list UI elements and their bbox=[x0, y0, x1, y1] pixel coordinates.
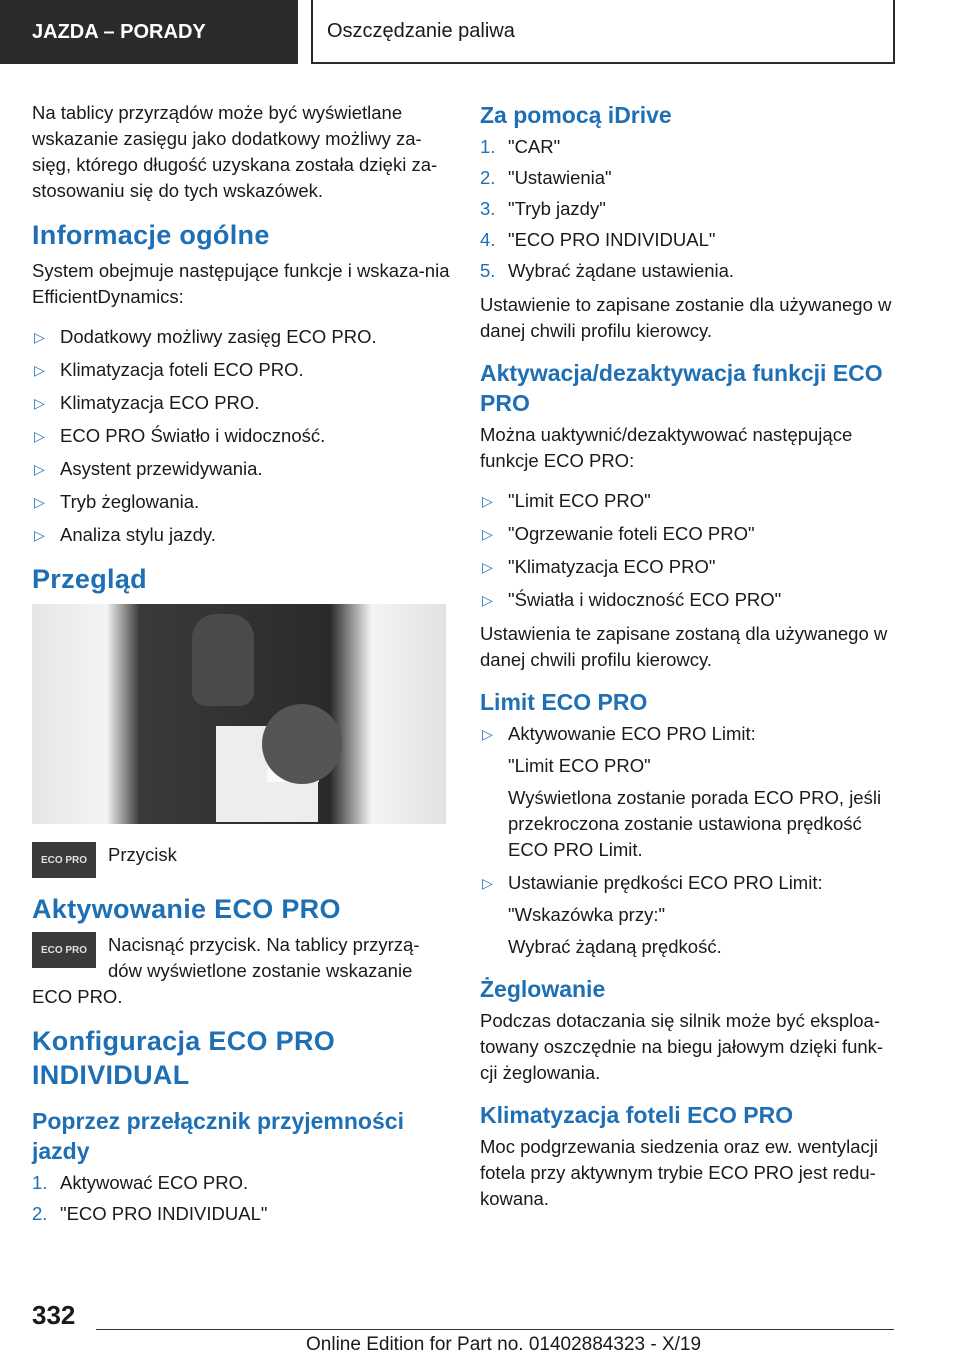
triangle-bullet-icon: ▷ bbox=[34, 527, 45, 543]
limit-list bbox=[480, 721, 898, 960]
toggle-list bbox=[480, 488, 898, 613]
list-item: ▷ "Światła i widoczność ECO PRO" bbox=[480, 587, 898, 613]
list-subtext: Wybrać żądaną prędkość. bbox=[508, 936, 722, 957]
general-text: System obejmuje następujące funkcje i wskaza-nia EfficientDynamics: bbox=[32, 260, 450, 307]
list-subtext: "Limit ECO PRO" bbox=[508, 755, 651, 776]
heading-overview: Przegląd bbox=[32, 564, 147, 594]
list-item: ▷ Tryb żeglowania. bbox=[32, 489, 450, 515]
step-item: 5. Wybrać żądane ustawienia. bbox=[480, 260, 735, 281]
eco-pro-button-icon: ECO PRO bbox=[32, 932, 96, 968]
triangle-bullet-icon: ▷ bbox=[482, 592, 493, 608]
heading-config: Konfiguracja ECO PRO INDIVIDUAL bbox=[32, 1026, 336, 1090]
activate-text-cont: ECO PRO. bbox=[32, 986, 123, 1007]
intro-paragraph: Na tablicy przyrządów może być wyświetlane wskazanie zasięgu jako dodatkowy możliwy za-sięg, którego długość uzyskana została dzięki za-stosowaniu się do tych wskazówek. bbox=[32, 102, 438, 201]
triangle-bullet-icon: ▷ bbox=[34, 428, 45, 444]
triangle-bullet-icon: ▷ bbox=[482, 559, 493, 575]
page-number: 332 bbox=[32, 1300, 76, 1330]
list-item: ▷ Analiza stylu jazdy. bbox=[32, 522, 450, 548]
triangle-bullet-icon: ▷ bbox=[482, 526, 493, 542]
list-item: ▷ Klimatyzacja ECO PRO. bbox=[32, 390, 450, 416]
left-column bbox=[32, 100, 450, 1235]
button-legend bbox=[32, 842, 450, 878]
activate-text: Nacisnąć przycisk. Na tablicy przyrzą-dów wyświetlone zostanie wskazanie bbox=[108, 934, 420, 981]
triangle-bullet-icon: ▷ bbox=[482, 493, 493, 509]
seats-text: Moc podgrzewania siedzenia oraz ew. wentylacji fotela przy aktywnym trybie ECO PRO jest redu-kowana. bbox=[480, 1136, 878, 1209]
heading-activate: Aktywowanie ECO PRO bbox=[32, 894, 341, 924]
chapter-tab: Oszczędzanie paliwa bbox=[311, 0, 895, 64]
list-item: ▷ "Ogrzewanie foteli ECO PRO" bbox=[480, 521, 898, 547]
triangle-bullet-icon: ▷ bbox=[482, 875, 493, 891]
step-item: 1. "CAR" bbox=[480, 136, 561, 157]
coast-text: Podczas dotaczania się silnik może być eksploa-towany oszczędnie na biegu jałowym dzięki funk-cji żeglowania. bbox=[480, 1010, 884, 1083]
button-caption: Przycisk bbox=[108, 844, 177, 865]
footer-divider bbox=[96, 1329, 894, 1330]
list-item: ▷ "Limit ECO PRO" bbox=[480, 488, 898, 514]
step-item: 3. "Tryb jazdy" bbox=[480, 198, 606, 219]
toggle-note: Ustawienia te zapisane zostaną dla używanego w danej chwili profilu kierowcy. bbox=[480, 623, 888, 670]
toggle-text: Można uaktywnić/dezaktywować następujące funkcje ECO PRO: bbox=[480, 424, 853, 471]
right-column bbox=[480, 100, 898, 1226]
step-item: 2. "ECO PRO INDIVIDUAL" bbox=[32, 1203, 268, 1224]
general-list bbox=[32, 324, 450, 548]
list-subtext: "Wskazówka przy:" bbox=[508, 904, 666, 925]
step-item: 1. Aktywować ECO PRO. bbox=[32, 1172, 249, 1193]
idrive-steps bbox=[480, 134, 898, 284]
triangle-bullet-icon: ▷ bbox=[34, 395, 45, 411]
eco-pro-button-icon: ECO PRO bbox=[32, 842, 96, 878]
step-item: 2. "Ustawienia" bbox=[480, 167, 612, 188]
triangle-bullet-icon: ▷ bbox=[34, 494, 45, 510]
list-item: ▷ "Klimatyzacja ECO PRO" bbox=[480, 554, 898, 580]
heading-coast: Żeglowanie bbox=[480, 976, 606, 1002]
gear-selector-icon bbox=[192, 614, 254, 706]
triangle-bullet-icon: ▷ bbox=[34, 362, 45, 378]
list-item: ▷ Aktywowanie ECO PRO Limit: "Limit ECO PRO" Wyświetlona zostanie porada ECO PRO, jeśli przekroczona zostanie ustawiona prędkość ECO PRO Limit. bbox=[480, 721, 898, 863]
section-tab: JAZDA – PORADY bbox=[0, 0, 298, 64]
idrive-note: Ustawienie to zapisane zostanie dla używanego w danej chwili profilu kierowcy. bbox=[480, 294, 892, 341]
list-item: ▷ Ustawianie prędkości ECO PRO Limit: "Wskazówka przy:" Wybrać żądaną prędkość. bbox=[480, 870, 898, 960]
heading-toggle: Aktywacja/dezaktywacja funkcji ECO PRO bbox=[480, 360, 883, 416]
list-item: ▷ ECO PRO Światło i widoczność. bbox=[32, 423, 450, 449]
footer-edition: Online Edition for Part no. 01402884323 - X/19 bbox=[306, 1334, 702, 1355]
triangle-bullet-icon: ▷ bbox=[482, 726, 493, 742]
list-item: ▷ Klimatyzacja foteli ECO PRO. bbox=[32, 357, 450, 383]
activate-row bbox=[32, 932, 450, 984]
list-item: ▷ Asystent przewidywania. bbox=[32, 456, 450, 482]
heading-general: Informacje ogólne bbox=[32, 220, 270, 250]
idrive-controller-icon bbox=[262, 704, 342, 784]
heading-switch: Poprzez przełącznik przyjemności jazdy bbox=[32, 1108, 404, 1164]
heading-limit: Limit ECO PRO bbox=[480, 689, 648, 715]
heading-seats: Klimatyzacja foteli ECO PRO bbox=[480, 1102, 794, 1128]
heading-idrive: Za pomocą iDrive bbox=[480, 102, 672, 128]
triangle-bullet-icon: ▷ bbox=[34, 329, 45, 345]
list-item: ▷ Dodatkowy możliwy zasięg ECO PRO. bbox=[32, 324, 450, 350]
step-item: 4. "ECO PRO INDIVIDUAL" bbox=[480, 229, 716, 250]
triangle-bullet-icon: ▷ bbox=[34, 461, 45, 477]
center-console-photo bbox=[32, 604, 446, 824]
list-subtext: Wyświetlona zostanie porada ECO PRO, jeśli przekroczona zostanie ustawiona prędkość ECO PRO Limit. bbox=[508, 787, 882, 860]
switch-steps bbox=[32, 1170, 450, 1227]
